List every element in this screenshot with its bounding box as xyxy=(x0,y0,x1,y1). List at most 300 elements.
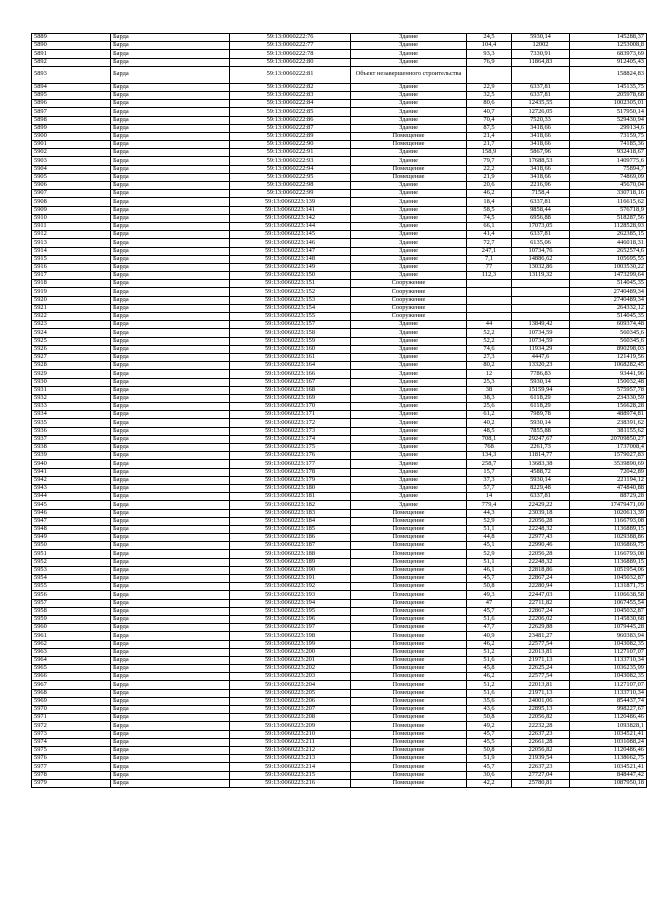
settlement-cell: Барда xyxy=(111,222,230,230)
object-type-cell: Здание xyxy=(351,34,467,42)
cadastral-value-cell: 514045,35 xyxy=(570,280,647,288)
cadastral-value-cell: 299134,6 xyxy=(570,124,647,132)
unit-value-cell: 3418,66 xyxy=(512,173,570,181)
row-number-cell: 5894 xyxy=(32,83,111,91)
settlement-cell: Барда xyxy=(111,542,230,550)
row-number-cell: 5913 xyxy=(32,239,111,247)
settlement-cell: Барда xyxy=(111,58,230,66)
area-cell: 22,9 xyxy=(467,83,512,91)
cadastral-value-cell: 560345,6 xyxy=(570,329,647,337)
object-type-cell: Здание xyxy=(351,108,467,116)
settlement-cell: Барда xyxy=(111,656,230,664)
cadastral-value-cell: 1120486,46 xyxy=(570,714,647,722)
area-cell: 258,7 xyxy=(467,460,512,468)
row-number-cell: 5957 xyxy=(32,599,111,607)
object-type-cell: Здание xyxy=(351,353,467,361)
settlement-cell: Барда xyxy=(111,632,230,640)
area-cell: 25,3 xyxy=(467,378,512,386)
settlement-cell: Барда xyxy=(111,452,230,460)
settlement-cell: Барда xyxy=(111,157,230,165)
object-type-cell: Помещение xyxy=(351,509,467,517)
cadastral-value-cell: 1133710,34 xyxy=(570,656,647,664)
unit-value-cell: 22990,46 xyxy=(512,542,570,550)
settlement-cell: Барда xyxy=(111,296,230,304)
row-number-cell: 5944 xyxy=(32,493,111,501)
unit-value-cell: 6337,81 xyxy=(512,198,570,206)
cadastral-number-cell: 59:13:0060222:93 xyxy=(230,157,351,165)
row-number-cell: 5893 xyxy=(32,66,111,83)
cadastral-value-cell: 1093828,1 xyxy=(570,722,647,730)
cadastral-value-cell: 381155,62 xyxy=(570,427,647,435)
cadastral-number-cell: 59:13:0060223:148 xyxy=(230,255,351,263)
unit-value-cell: 3418,66 xyxy=(512,141,570,149)
table-row xyxy=(32,509,647,517)
row-number-cell: 5902 xyxy=(32,149,111,157)
settlement-cell: Барда xyxy=(111,435,230,443)
table-row xyxy=(32,542,647,550)
table-row xyxy=(32,591,647,599)
row-number-cell: 5904 xyxy=(32,165,111,173)
object-type-cell: Здание xyxy=(351,362,467,370)
property-table xyxy=(31,33,647,788)
row-number-cell: 5916 xyxy=(32,263,111,271)
table-row xyxy=(32,550,647,558)
unit-value-cell: 6337,81 xyxy=(512,83,570,91)
row-number-cell: 5911 xyxy=(32,222,111,230)
unit-value-cell: 5930,14 xyxy=(512,419,570,427)
object-type-cell: Помещение xyxy=(351,132,467,140)
row-number-cell: 5898 xyxy=(32,116,111,124)
cadastral-value-cell: 1138662,75 xyxy=(570,755,647,763)
area-cell: 44 xyxy=(467,321,512,329)
settlement-cell: Барда xyxy=(111,345,230,353)
cadastral-value-cell: 73159,75 xyxy=(570,132,647,140)
table-row xyxy=(32,411,647,419)
object-type-cell: Здание xyxy=(351,370,467,378)
row-number-cell: 5906 xyxy=(32,182,111,190)
area-cell: 51,1 xyxy=(467,525,512,533)
area-cell: 45,7 xyxy=(467,763,512,771)
table-row xyxy=(32,779,647,787)
area-cell: 50,8 xyxy=(467,746,512,754)
table-row xyxy=(32,624,647,632)
cadastral-value-cell: 45670,04 xyxy=(570,182,647,190)
area-cell: 21,7 xyxy=(467,141,512,149)
settlement-cell: Барда xyxy=(111,313,230,321)
settlement-cell: Барда xyxy=(111,673,230,681)
settlement-cell: Барда xyxy=(111,484,230,492)
settlement-cell: Барда xyxy=(111,689,230,697)
area-cell: 70,4 xyxy=(467,116,512,124)
area-cell: 15,7 xyxy=(467,468,512,476)
cadastral-number-cell: 59:13:0060223:187 xyxy=(230,542,351,550)
settlement-cell: Барда xyxy=(111,444,230,452)
object-type-cell: Сооружение xyxy=(351,304,467,312)
row-number-cell: 5935 xyxy=(32,419,111,427)
object-type-cell: Помещение xyxy=(351,714,467,722)
cadastral-number-cell: 59:13:0060223:151 xyxy=(230,280,351,288)
row-number-cell: 5948 xyxy=(32,525,111,533)
row-number-cell: 5937 xyxy=(32,435,111,443)
unit-value-cell: 22711,82 xyxy=(512,599,570,607)
row-number-cell: 5895 xyxy=(32,91,111,99)
unit-value-cell: 7330,91 xyxy=(512,50,570,58)
cadastral-number-cell: 59:13:0060223:142 xyxy=(230,214,351,222)
cadastral-value-cell: 1127107,07 xyxy=(570,648,647,656)
settlement-cell: Барда xyxy=(111,288,230,296)
table-row xyxy=(32,190,647,198)
row-number-cell: 5907 xyxy=(32,190,111,198)
cadastral-number-cell: 59:13:0060223:192 xyxy=(230,583,351,591)
unit-value-cell: 5930,14 xyxy=(512,476,570,484)
row-number-cell: 5975 xyxy=(32,746,111,754)
object-type-cell: Здание xyxy=(351,460,467,468)
cadastral-number-cell: 59:13:0060223:141 xyxy=(230,206,351,214)
row-number-cell: 5915 xyxy=(32,255,111,263)
settlement-cell: Барда xyxy=(111,91,230,99)
object-type-cell: Здание xyxy=(351,419,467,427)
settlement-cell: Барда xyxy=(111,173,230,181)
object-type-cell: Здание xyxy=(351,263,467,271)
area-cell: 41,4 xyxy=(467,231,512,239)
area-cell: 21,4 xyxy=(467,132,512,140)
settlement-cell: Барда xyxy=(111,591,230,599)
cadastral-number-cell: 59:13:0060223:205 xyxy=(230,689,351,697)
table-row xyxy=(32,50,647,58)
table-row xyxy=(32,771,647,779)
object-type-cell: Здание xyxy=(351,190,467,198)
settlement-cell: Барда xyxy=(111,263,230,271)
cadastral-number-cell: 59:13:0060223:191 xyxy=(230,575,351,583)
cadastral-number-cell: 59:13:0060222:85 xyxy=(230,108,351,116)
cadastral-number-cell: 59:13:0060223:160 xyxy=(230,345,351,353)
cadastral-value-cell: 998227,67 xyxy=(570,706,647,714)
area-cell xyxy=(467,304,512,312)
settlement-cell: Барда xyxy=(111,50,230,58)
cadastral-number-cell: 59:13:0060222:94 xyxy=(230,165,351,173)
cadastral-number-cell: 59:13:0060223:203 xyxy=(230,673,351,681)
settlement-cell: Барда xyxy=(111,132,230,140)
settlement-cell: Барда xyxy=(111,108,230,116)
area-cell: 47,7 xyxy=(467,624,512,632)
cadastral-number-cell: 59:13:0060223:193 xyxy=(230,591,351,599)
row-number-cell: 5924 xyxy=(32,329,111,337)
area-cell: 38,3 xyxy=(467,394,512,402)
row-number-cell: 5956 xyxy=(32,591,111,599)
settlement-cell: Барда xyxy=(111,100,230,108)
object-type-cell: Здание xyxy=(351,42,467,50)
row-number-cell: 5923 xyxy=(32,321,111,329)
settlement-cell: Барда xyxy=(111,648,230,656)
cadastral-value-cell: 150032,48 xyxy=(570,378,647,386)
area-cell: 52,9 xyxy=(467,517,512,525)
table-row xyxy=(32,288,647,296)
cadastral-number-cell: 59:13:0060223:198 xyxy=(230,632,351,640)
settlement-cell: Барда xyxy=(111,599,230,607)
cadastral-value-cell: 1002305,01 xyxy=(570,100,647,108)
area-cell: 49,2 xyxy=(467,722,512,730)
object-type-cell: Сооружение xyxy=(351,280,467,288)
row-number-cell: 5908 xyxy=(32,198,111,206)
area-cell: 158,9 xyxy=(467,149,512,157)
area-cell xyxy=(467,280,512,288)
cadastral-value-cell: 848447,42 xyxy=(570,771,647,779)
cadastral-number-cell: 59:13:0060222:95 xyxy=(230,173,351,181)
unit-value-cell: 29247,67 xyxy=(512,435,570,443)
table-row xyxy=(32,321,647,329)
row-number-cell: 5969 xyxy=(32,697,111,705)
cadastral-number-cell: 59:13:0060222:99 xyxy=(230,190,351,198)
row-number-cell: 5979 xyxy=(32,779,111,787)
unit-value-cell: 21971,13 xyxy=(512,656,570,664)
row-number-cell: 5889 xyxy=(32,34,111,42)
cadastral-value-cell: 1051954,06 xyxy=(570,566,647,574)
settlement-cell: Барда xyxy=(111,337,230,345)
cadastral-number-cell: 59:13:0060223:166 xyxy=(230,370,351,378)
unit-value-cell: 6118,29 xyxy=(512,403,570,411)
unit-value-cell: 22977,43 xyxy=(512,534,570,542)
area-cell: 32,5 xyxy=(467,91,512,99)
cadastral-number-cell: 59:13:0060223:150 xyxy=(230,272,351,280)
row-number-cell: 5954 xyxy=(32,575,111,583)
area-cell: 77 xyxy=(467,263,512,271)
cadastral-number-cell: 59:13:0060223:149 xyxy=(230,263,351,271)
object-type-cell: Помещение xyxy=(351,771,467,779)
row-number-cell: 5959 xyxy=(32,615,111,623)
settlement-cell: Барда xyxy=(111,755,230,763)
settlement-cell: Барда xyxy=(111,460,230,468)
cadastral-value-cell: 20709850,27 xyxy=(570,435,647,443)
table-row xyxy=(32,116,647,124)
table-row xyxy=(32,460,647,468)
unit-value-cell xyxy=(512,66,570,83)
object-type-cell: Сооружение xyxy=(351,296,467,304)
area-cell: 247,1 xyxy=(467,247,512,255)
cadastral-number-cell: 59:13:0060223:196 xyxy=(230,615,351,623)
area-cell: 12 xyxy=(467,370,512,378)
cadastral-number-cell: 59:13:0060223:209 xyxy=(230,722,351,730)
cadastral-number-cell: 59:13:0060223:144 xyxy=(230,222,351,230)
row-number-cell: 5949 xyxy=(32,534,111,542)
table-row xyxy=(32,640,647,648)
object-type-cell: Здание xyxy=(351,476,467,484)
unit-value-cell: 14886,62 xyxy=(512,255,570,263)
area-cell: 79,7 xyxy=(467,157,512,165)
cadastral-value-cell: 1029388,86 xyxy=(570,534,647,542)
cadastral-value-cell: 854437,74 xyxy=(570,697,647,705)
area-cell: 57,7 xyxy=(467,484,512,492)
object-type-cell: Здание xyxy=(351,394,467,402)
unit-value-cell: 25780,81 xyxy=(512,779,570,787)
area-cell: 50,8 xyxy=(467,583,512,591)
cadastral-value-cell: 1067455,54 xyxy=(570,599,647,607)
unit-value-cell: 23481,27 xyxy=(512,632,570,640)
settlement-cell: Барда xyxy=(111,419,230,427)
unit-value-cell: 6135,06 xyxy=(512,239,570,247)
row-number-cell: 5926 xyxy=(32,345,111,353)
unit-value-cell: 22248,32 xyxy=(512,525,570,533)
row-number-cell: 5934 xyxy=(32,411,111,419)
unit-value-cell: 22895,13 xyxy=(512,706,570,714)
table-row xyxy=(32,42,647,50)
table-row xyxy=(32,419,647,427)
object-type-cell: Помещение xyxy=(351,542,467,550)
row-number-cell: 5899 xyxy=(32,124,111,132)
table-row xyxy=(32,157,647,165)
cadastral-number-cell: 59:13:0060223:171 xyxy=(230,411,351,419)
table-row xyxy=(32,681,647,689)
unit-value-cell xyxy=(512,304,570,312)
row-number-cell: 5940 xyxy=(32,460,111,468)
table-row xyxy=(32,100,647,108)
area-cell: 708,1 xyxy=(467,435,512,443)
cadastral-value-cell: 960383,94 xyxy=(570,632,647,640)
object-type-cell: Здание xyxy=(351,468,467,476)
unit-value-cell: 22867,24 xyxy=(512,575,570,583)
area-cell: 45,7 xyxy=(467,730,512,738)
settlement-cell: Барда xyxy=(111,493,230,501)
settlement-cell: Барда xyxy=(111,640,230,648)
object-type-cell: Здание xyxy=(351,255,467,263)
unit-value-cell: 22429,22 xyxy=(512,501,570,509)
area-cell: 52,2 xyxy=(467,329,512,337)
cadastral-value-cell: 1045032,87 xyxy=(570,607,647,615)
table-row xyxy=(32,370,647,378)
area-cell: 66,1 xyxy=(467,222,512,230)
cadastral-number-cell: 59:13:0060223:147 xyxy=(230,247,351,255)
unit-value-cell: 22661,28 xyxy=(512,738,570,746)
area-cell: 45,8 xyxy=(467,665,512,673)
cadastral-number-cell: 59:13:0060223:208 xyxy=(230,714,351,722)
unit-value-cell: 7520,33 xyxy=(512,116,570,124)
object-type-cell: Здание xyxy=(351,116,467,124)
unit-value-cell: 9858,44 xyxy=(512,206,570,214)
area-cell: 35,6 xyxy=(467,697,512,705)
object-type-cell: Здание xyxy=(351,182,467,190)
cadastral-value-cell: 560345,6 xyxy=(570,337,647,345)
object-type-cell: Здание xyxy=(351,239,467,247)
object-type-cell: Помещение xyxy=(351,525,467,533)
area-cell: 52,2 xyxy=(467,337,512,345)
cadastral-value-cell: 1079445,28 xyxy=(570,624,647,632)
cadastral-value-cell: 1253008,8 xyxy=(570,42,647,50)
unit-value-cell: 12435,55 xyxy=(512,100,570,108)
area-cell: 51,2 xyxy=(467,681,512,689)
cadastral-value-cell: 158824,83 xyxy=(570,66,647,83)
settlement-cell: Барда xyxy=(111,66,230,83)
object-type-cell: Помещение xyxy=(351,722,467,730)
row-number-cell: 5964 xyxy=(32,656,111,664)
cadastral-value-cell: 1136889,15 xyxy=(570,558,647,566)
cadastral-number-cell: 59:13:0060223:216 xyxy=(230,779,351,787)
cadastral-value-cell: 221194,12 xyxy=(570,476,647,484)
unit-value-cell: 7158,4 xyxy=(512,190,570,198)
cadastral-value-cell: 488974,81 xyxy=(570,411,647,419)
document-page xyxy=(31,33,647,788)
cadastral-value-cell: 75894,7 xyxy=(570,165,647,173)
row-number-cell: 5930 xyxy=(32,378,111,386)
area-cell: 45,7 xyxy=(467,607,512,615)
cadastral-value-cell: 1034521,41 xyxy=(570,730,647,738)
object-type-cell: Здание xyxy=(351,272,467,280)
row-number-cell: 5932 xyxy=(32,394,111,402)
cadastral-value-cell: 1003530,22 xyxy=(570,263,647,271)
unit-value-cell: 7989,78 xyxy=(512,411,570,419)
unit-value-cell: 10734,76 xyxy=(512,247,570,255)
row-number-cell: 5966 xyxy=(32,673,111,681)
cadastral-value-cell: 93441,96 xyxy=(570,370,647,378)
cadastral-number-cell: 59:13:0060223:210 xyxy=(230,730,351,738)
object-type-cell: Здание xyxy=(351,198,467,206)
object-type-cell: Помещение xyxy=(351,738,467,746)
unit-value-cell: 22625,24 xyxy=(512,665,570,673)
object-type-cell: Здание xyxy=(351,124,467,132)
cadastral-value-cell: 74185,36 xyxy=(570,141,647,149)
row-number-cell: 5976 xyxy=(32,755,111,763)
cadastral-value-cell: 145135,75 xyxy=(570,83,647,91)
unit-value-cell: 15159,94 xyxy=(512,386,570,394)
table-row xyxy=(32,378,647,386)
cadastral-number-cell: 59:13:0060223:181 xyxy=(230,493,351,501)
settlement-cell: Барда xyxy=(111,370,230,378)
object-type-cell: Здание xyxy=(351,157,467,165)
cadastral-number-cell: 59:13:0060223:157 xyxy=(230,321,351,329)
settlement-cell: Барда xyxy=(111,525,230,533)
area-cell: 80,2 xyxy=(467,362,512,370)
unit-value-cell: 7786,83 xyxy=(512,370,570,378)
table-row xyxy=(32,247,647,255)
cadastral-number-cell: 59:13:0060223:211 xyxy=(230,738,351,746)
settlement-cell: Барда xyxy=(111,550,230,558)
area-cell: 43,6 xyxy=(467,706,512,714)
table-row xyxy=(32,714,647,722)
area-cell: 87,5 xyxy=(467,124,512,132)
cadastral-number-cell: 59:13:0060223:146 xyxy=(230,239,351,247)
row-number-cell: 5967 xyxy=(32,681,111,689)
cadastral-number-cell: 59:13:0060222:78 xyxy=(230,50,351,58)
row-number-cell: 5939 xyxy=(32,452,111,460)
object-type-cell: Помещение xyxy=(351,763,467,771)
area-cell: 76,9 xyxy=(467,58,512,66)
table-row xyxy=(32,362,647,370)
cadastral-value-cell: 1120486,46 xyxy=(570,746,647,754)
cadastral-value-cell: 912405,43 xyxy=(570,58,647,66)
object-type-cell: Помещение xyxy=(351,558,467,566)
settlement-cell: Барда xyxy=(111,403,230,411)
area-cell: 38 xyxy=(467,386,512,394)
unit-value-cell: 13849,42 xyxy=(512,321,570,329)
settlement-cell: Барда xyxy=(111,214,230,222)
unit-value-cell: 12726,05 xyxy=(512,108,570,116)
table-row xyxy=(32,329,647,337)
area-cell: 74,5 xyxy=(467,214,512,222)
unit-value-cell: 11864,83 xyxy=(512,58,570,66)
unit-value-cell: 21971,13 xyxy=(512,689,570,697)
table-row xyxy=(32,239,647,247)
settlement-cell: Барда xyxy=(111,190,230,198)
row-number-cell: 5931 xyxy=(32,386,111,394)
settlement-cell: Барда xyxy=(111,607,230,615)
cadastral-number-cell: 59:13:0060223:173 xyxy=(230,427,351,435)
cadastral-number-cell: 59:13:0060223:170 xyxy=(230,403,351,411)
object-type-cell: Здание xyxy=(351,345,467,353)
row-number-cell: 5952 xyxy=(32,558,111,566)
row-number-cell: 5929 xyxy=(32,370,111,378)
area-cell: 51,6 xyxy=(467,689,512,697)
cadastral-value-cell: 575957,78 xyxy=(570,386,647,394)
row-number-cell: 5922 xyxy=(32,313,111,321)
row-number-cell: 5971 xyxy=(32,714,111,722)
